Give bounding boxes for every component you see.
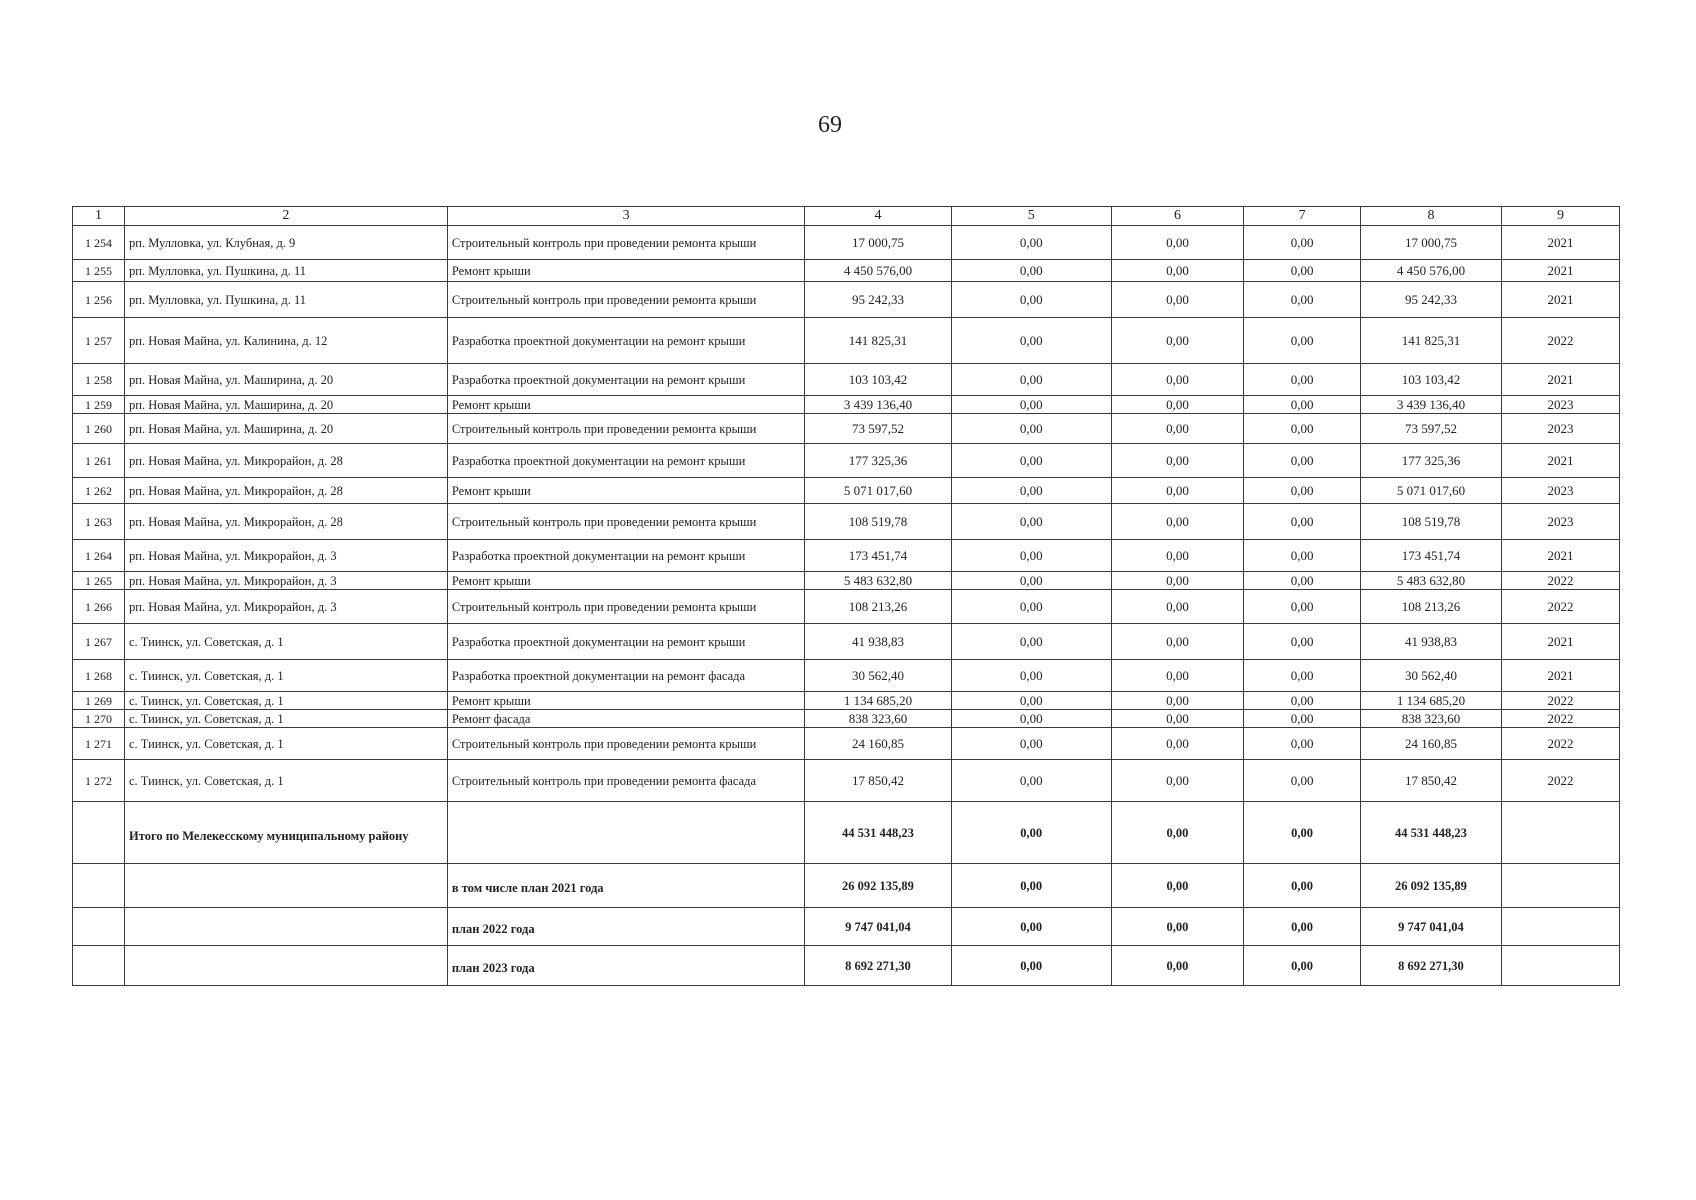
value-col5: 0,00 <box>951 728 1111 760</box>
value-col8: 26 092 135,89 <box>1361 864 1502 908</box>
row-number: 1 271 <box>73 728 125 760</box>
value-col6: 0,00 <box>1111 318 1243 364</box>
value-col6: 0,00 <box>1111 504 1243 540</box>
work-cell: Разработка проектной документации на ремонт крыши <box>447 540 805 572</box>
value-col5: 0,00 <box>951 540 1111 572</box>
table-row <box>73 710 1620 728</box>
value-col5: 0,00 <box>951 590 1111 624</box>
value-col8: 838 323,60 <box>1361 710 1502 728</box>
year-cell: 2021 <box>1501 444 1619 478</box>
value-col6: 0,00 <box>1111 414 1243 444</box>
address-cell: рп. Новая Майна, ул. Маширина, д. 20 <box>125 396 448 414</box>
value-col5: 0,00 <box>951 864 1111 908</box>
row-number: 1 267 <box>73 624 125 660</box>
year-cell <box>1501 864 1619 908</box>
table-row <box>73 760 1620 802</box>
value-col8: 73 597,52 <box>1361 414 1502 444</box>
year-cell: 2022 <box>1501 760 1619 802</box>
value-col8: 3 439 136,40 <box>1361 396 1502 414</box>
value-col8: 8 692 271,30 <box>1361 946 1502 986</box>
value-col7: 0,00 <box>1244 908 1361 946</box>
value-col7: 0,00 <box>1244 444 1361 478</box>
value-col5: 0,00 <box>951 624 1111 660</box>
value-col7: 0,00 <box>1244 414 1361 444</box>
page-number: 69 <box>818 112 842 138</box>
value-col4: 141 825,31 <box>805 318 951 364</box>
value-col4: 5 071 017,60 <box>805 478 951 504</box>
value-col8: 17 000,75 <box>1361 226 1502 260</box>
work-plan-table <box>72 206 1620 986</box>
value-col4: 103 103,42 <box>805 364 951 396</box>
address-cell: рп. Новая Майна, ул. Калинина, д. 12 <box>125 318 448 364</box>
table-row <box>73 660 1620 692</box>
value-col7: 0,00 <box>1244 396 1361 414</box>
work-cell: Ремонт крыши <box>447 572 805 590</box>
column-header: 3 <box>447 207 805 226</box>
table-row <box>73 624 1620 660</box>
work-cell: Разработка проектной документации на ремонт крыши <box>447 364 805 396</box>
value-col5: 0,00 <box>951 760 1111 802</box>
work-cell: Разработка проектной документации на ремонт крыши <box>447 444 805 478</box>
row-number: 1 263 <box>73 504 125 540</box>
value-col8: 30 562,40 <box>1361 660 1502 692</box>
value-col6: 0,00 <box>1111 590 1243 624</box>
value-col6: 0,00 <box>1111 802 1243 864</box>
row-number: 1 258 <box>73 364 125 396</box>
row-number <box>73 864 125 908</box>
value-col8: 41 938,83 <box>1361 624 1502 660</box>
row-number: 1 255 <box>73 260 125 282</box>
value-col6: 0,00 <box>1111 260 1243 282</box>
row-number: 1 260 <box>73 414 125 444</box>
value-col6: 0,00 <box>1111 396 1243 414</box>
year-cell <box>1501 946 1619 986</box>
year-cell: 2022 <box>1501 728 1619 760</box>
value-col5: 0,00 <box>951 710 1111 728</box>
value-col7: 0,00 <box>1244 478 1361 504</box>
value-col6: 0,00 <box>1111 572 1243 590</box>
subtotal-row <box>73 946 1620 986</box>
address-cell <box>125 864 448 908</box>
year-cell: 2021 <box>1501 226 1619 260</box>
row-number <box>73 802 125 864</box>
value-col7: 0,00 <box>1244 864 1361 908</box>
value-col8: 177 325,36 <box>1361 444 1502 478</box>
year-cell <box>1501 908 1619 946</box>
address-cell: с. Тиинск, ул. Советская, д. 1 <box>125 624 448 660</box>
value-col8: 5 483 632,80 <box>1361 572 1502 590</box>
year-cell: 2021 <box>1501 624 1619 660</box>
value-col6: 0,00 <box>1111 710 1243 728</box>
work-cell: Ремонт крыши <box>447 396 805 414</box>
table-row <box>73 226 1620 260</box>
work-cell: Строительный контроль при проведении ремонта крыши <box>447 414 805 444</box>
value-col5: 0,00 <box>951 504 1111 540</box>
value-col7: 0,00 <box>1244 260 1361 282</box>
value-col5: 0,00 <box>951 282 1111 318</box>
year-cell: 2022 <box>1501 572 1619 590</box>
row-number: 1 270 <box>73 710 125 728</box>
value-col6: 0,00 <box>1111 760 1243 802</box>
work-cell: Ремонт крыши <box>447 478 805 504</box>
row-number: 1 265 <box>73 572 125 590</box>
address-cell: рп. Новая Майна, ул. Микрорайон, д. 28 <box>125 444 448 478</box>
work-cell: Ремонт фасада <box>447 710 805 728</box>
row-number: 1 269 <box>73 692 125 710</box>
column-header: 2 <box>125 207 448 226</box>
value-col4: 5 483 632,80 <box>805 572 951 590</box>
table-row <box>73 590 1620 624</box>
value-col6: 0,00 <box>1111 864 1243 908</box>
address-cell: рп. Новая Майна, ул. Микрорайон, д. 28 <box>125 478 448 504</box>
address-cell: с. Тиинск, ул. Советская, д. 1 <box>125 692 448 710</box>
value-col6: 0,00 <box>1111 226 1243 260</box>
value-col7: 0,00 <box>1244 946 1361 986</box>
column-header: 5 <box>951 207 1111 226</box>
year-cell: 2023 <box>1501 414 1619 444</box>
work-cell: Разработка проектной документации на ремонт крыши <box>447 624 805 660</box>
work-cell: Строительный контроль при проведении ремонта крыши <box>447 590 805 624</box>
value-col5: 0,00 <box>951 478 1111 504</box>
value-col8: 95 242,33 <box>1361 282 1502 318</box>
value-col5: 0,00 <box>951 572 1111 590</box>
value-col7: 0,00 <box>1244 728 1361 760</box>
value-col5: 0,00 <box>951 660 1111 692</box>
subtotal-label: план 2022 года <box>447 908 805 946</box>
value-col6: 0,00 <box>1111 624 1243 660</box>
year-cell: 2022 <box>1501 710 1619 728</box>
year-cell: 2022 <box>1501 692 1619 710</box>
table-row <box>73 540 1620 572</box>
subtotal-label: план 2023 года <box>447 946 805 986</box>
value-col7: 0,00 <box>1244 226 1361 260</box>
value-col4: 4 450 576,00 <box>805 260 951 282</box>
row-number: 1 268 <box>73 660 125 692</box>
address-cell: с. Тиинск, ул. Советская, д. 1 <box>125 760 448 802</box>
value-col7: 0,00 <box>1244 624 1361 660</box>
row-number <box>73 946 125 986</box>
value-col6: 0,00 <box>1111 282 1243 318</box>
year-cell: 2023 <box>1501 478 1619 504</box>
table-row <box>73 504 1620 540</box>
value-col6: 0,00 <box>1111 908 1243 946</box>
column-number-row <box>73 207 1620 226</box>
value-col6: 0,00 <box>1111 692 1243 710</box>
table-row <box>73 318 1620 364</box>
work-cell: Строительный контроль при проведении ремонта крыши <box>447 226 805 260</box>
row-number: 1 254 <box>73 226 125 260</box>
table-row <box>73 478 1620 504</box>
year-cell: 2021 <box>1501 540 1619 572</box>
row-number: 1 262 <box>73 478 125 504</box>
table-row <box>73 444 1620 478</box>
address-cell: с. Тиинск, ул. Советская, д. 1 <box>125 710 448 728</box>
value-col4: 3 439 136,40 <box>805 396 951 414</box>
address-cell: рп. Новая Майна, ул. Микрорайон, д. 3 <box>125 572 448 590</box>
table-row <box>73 728 1620 760</box>
value-col7: 0,00 <box>1244 540 1361 572</box>
column-header: 9 <box>1501 207 1619 226</box>
value-col8: 1 134 685,20 <box>1361 692 1502 710</box>
value-col8: 9 747 041,04 <box>1361 908 1502 946</box>
value-col4: 26 092 135,89 <box>805 864 951 908</box>
table-row <box>73 364 1620 396</box>
address-cell: рп. Новая Майна, ул. Микрорайон, д. 28 <box>125 504 448 540</box>
work-cell: Строительный контроль при проведении ремонта крыши <box>447 504 805 540</box>
column-header: 6 <box>1111 207 1243 226</box>
row-number: 1 272 <box>73 760 125 802</box>
value-col8: 5 071 017,60 <box>1361 478 1502 504</box>
year-cell: 2022 <box>1501 318 1619 364</box>
value-col4: 9 747 041,04 <box>805 908 951 946</box>
column-header: 8 <box>1361 207 1502 226</box>
total-row <box>73 802 1620 864</box>
value-col4: 177 325,36 <box>805 444 951 478</box>
address-cell <box>125 946 448 986</box>
value-col5: 0,00 <box>951 802 1111 864</box>
work-cell: Ремонт крыши <box>447 260 805 282</box>
work-cell: Ремонт крыши <box>447 692 805 710</box>
value-col4: 95 242,33 <box>805 282 951 318</box>
value-col7: 0,00 <box>1244 504 1361 540</box>
address-cell: рп. Новая Майна, ул. Микрорайон, д. 3 <box>125 590 448 624</box>
year-cell: 2022 <box>1501 590 1619 624</box>
value-col8: 108 519,78 <box>1361 504 1502 540</box>
table-row <box>73 572 1620 590</box>
year-cell: 2021 <box>1501 282 1619 318</box>
row-number <box>73 908 125 946</box>
work-cell: Строительный контроль при проведении ремонта крыши <box>447 728 805 760</box>
value-col4: 17 000,75 <box>805 226 951 260</box>
address-cell: с. Тиинск, ул. Советская, д. 1 <box>125 728 448 760</box>
column-header: 4 <box>805 207 951 226</box>
value-col4: 173 451,74 <box>805 540 951 572</box>
address-cell: с. Тиинск, ул. Советская, д. 1 <box>125 660 448 692</box>
value-col4: 41 938,83 <box>805 624 951 660</box>
value-col6: 0,00 <box>1111 540 1243 572</box>
address-cell: рп. Новая Майна, ул. Маширина, д. 20 <box>125 364 448 396</box>
value-col7: 0,00 <box>1244 590 1361 624</box>
value-col8: 108 213,26 <box>1361 590 1502 624</box>
value-col7: 0,00 <box>1244 692 1361 710</box>
address-cell: рп. Новая Майна, ул. Микрорайон, д. 3 <box>125 540 448 572</box>
value-col4: 17 850,42 <box>805 760 951 802</box>
year-cell <box>1501 802 1619 864</box>
table-row <box>73 692 1620 710</box>
year-cell: 2021 <box>1501 364 1619 396</box>
row-number: 1 261 <box>73 444 125 478</box>
value-col4: 108 213,26 <box>805 590 951 624</box>
value-col7: 0,00 <box>1244 318 1361 364</box>
year-cell: 2021 <box>1501 660 1619 692</box>
address-cell <box>125 908 448 946</box>
value-col4: 108 519,78 <box>805 504 951 540</box>
value-col5: 0,00 <box>951 396 1111 414</box>
work-cell: Разработка проектной документации на ремонт фасада <box>447 660 805 692</box>
value-col8: 173 451,74 <box>1361 540 1502 572</box>
work-cell: Строительный контроль при проведении ремонта фасада <box>447 760 805 802</box>
value-col8: 17 850,42 <box>1361 760 1502 802</box>
value-col7: 0,00 <box>1244 364 1361 396</box>
value-col5: 0,00 <box>951 260 1111 282</box>
value-col5: 0,00 <box>951 444 1111 478</box>
table-row <box>73 414 1620 444</box>
work-cell: Строительный контроль при проведении ремонта крыши <box>447 282 805 318</box>
work-cell <box>447 802 805 864</box>
value-col4: 24 160,85 <box>805 728 951 760</box>
value-col8: 4 450 576,00 <box>1361 260 1502 282</box>
value-col6: 0,00 <box>1111 364 1243 396</box>
value-col5: 0,00 <box>951 946 1111 986</box>
value-col7: 0,00 <box>1244 802 1361 864</box>
value-col5: 0,00 <box>951 908 1111 946</box>
value-col5: 0,00 <box>951 318 1111 364</box>
value-col7: 0,00 <box>1244 710 1361 728</box>
value-col6: 0,00 <box>1111 444 1243 478</box>
value-col6: 0,00 <box>1111 660 1243 692</box>
row-number: 1 257 <box>73 318 125 364</box>
value-col4: 30 562,40 <box>805 660 951 692</box>
value-col4: 44 531 448,23 <box>805 802 951 864</box>
row-number: 1 259 <box>73 396 125 414</box>
value-col8: 103 103,42 <box>1361 364 1502 396</box>
value-col8: 44 531 448,23 <box>1361 802 1502 864</box>
subtotal-row <box>73 864 1620 908</box>
table-row <box>73 396 1620 414</box>
value-col5: 0,00 <box>951 414 1111 444</box>
table-row <box>73 282 1620 318</box>
address-cell: рп. Мулловка, ул. Пушкина, д. 11 <box>125 282 448 318</box>
address-cell: рп. Мулловка, ул. Пушкина, д. 11 <box>125 260 448 282</box>
value-col4: 838 323,60 <box>805 710 951 728</box>
subtotal-row <box>73 908 1620 946</box>
row-number: 1 266 <box>73 590 125 624</box>
column-header: 7 <box>1244 207 1361 226</box>
value-col6: 0,00 <box>1111 946 1243 986</box>
value-col4: 73 597,52 <box>805 414 951 444</box>
work-cell: Разработка проектной документации на ремонт крыши <box>447 318 805 364</box>
value-col7: 0,00 <box>1244 282 1361 318</box>
total-label: Итого по Мелекесскому муниципальному району <box>125 802 448 864</box>
value-col5: 0,00 <box>951 226 1111 260</box>
year-cell: 2021 <box>1501 260 1619 282</box>
address-cell: рп. Мулловка, ул. Клубная, д. 9 <box>125 226 448 260</box>
value-col6: 0,00 <box>1111 728 1243 760</box>
value-col6: 0,00 <box>1111 478 1243 504</box>
value-col4: 1 134 685,20 <box>805 692 951 710</box>
value-col5: 0,00 <box>951 364 1111 396</box>
row-number: 1 256 <box>73 282 125 318</box>
subtotal-label: в том числе план 2021 года <box>447 864 805 908</box>
value-col8: 24 160,85 <box>1361 728 1502 760</box>
value-col7: 0,00 <box>1244 760 1361 802</box>
value-col7: 0,00 <box>1244 572 1361 590</box>
row-number: 1 264 <box>73 540 125 572</box>
year-cell: 2023 <box>1501 396 1619 414</box>
value-col8: 141 825,31 <box>1361 318 1502 364</box>
value-col7: 0,00 <box>1244 660 1361 692</box>
value-col5: 0,00 <box>951 692 1111 710</box>
year-cell: 2023 <box>1501 504 1619 540</box>
value-col4: 8 692 271,30 <box>805 946 951 986</box>
address-cell: рп. Новая Майна, ул. Маширина, д. 20 <box>125 414 448 444</box>
table-row <box>73 260 1620 282</box>
column-header: 1 <box>73 207 125 226</box>
